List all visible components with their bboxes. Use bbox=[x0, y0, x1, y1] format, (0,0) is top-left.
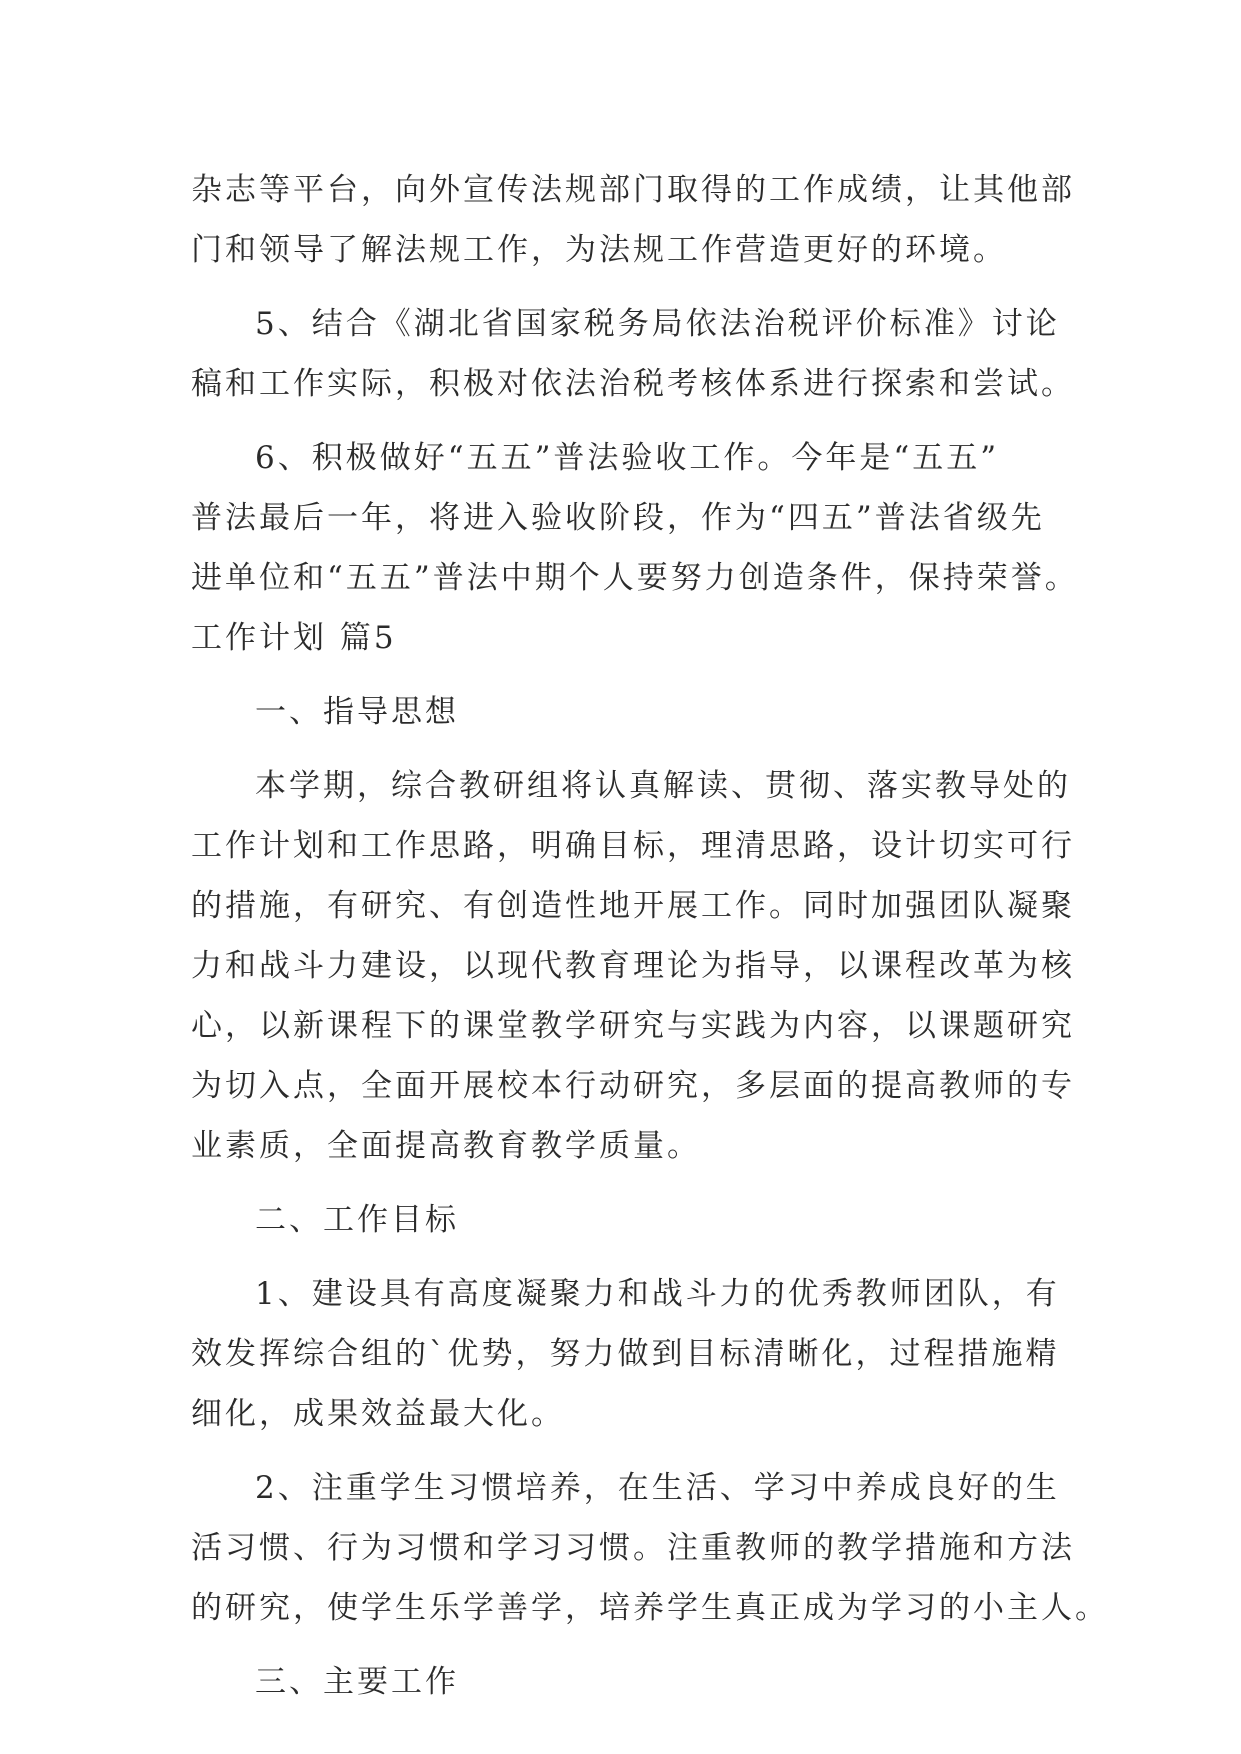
paragraph-gap bbox=[191, 280, 1061, 294]
text-line: 心，以新课程下的课堂教学研究与实践为内容，以课题研究 bbox=[191, 1008, 1075, 1044]
text-line: 业素质，全面提高教育教学质量。 bbox=[191, 1128, 701, 1164]
text-line: 6、积极做好“五五”普法验收工作。今年是“五五” bbox=[255, 440, 1000, 476]
text-line: 稿和工作实际，积极对依法治税考核体系进行探索和尝试。 bbox=[191, 366, 1075, 402]
text-line: 进单位和“五五”普法中期个人要努力创造条件，保持荣誉。 bbox=[191, 560, 1079, 596]
text-line: 1、建设具有高度凝聚力和战斗力的优秀教师团队，有 bbox=[255, 1276, 1060, 1312]
text-line: 工作计划 篇5 bbox=[191, 620, 397, 656]
text-line: 本学期，综合教研组将认真解读、贯彻、落实教导处的 bbox=[255, 768, 1071, 804]
text-line: 的措施，有研究、有创造性地开展工作。同时加强团队凝聚 bbox=[191, 888, 1075, 924]
text-line: 2、注重学生习惯培养，在生活、学习中养成良好的生 bbox=[255, 1470, 1060, 1506]
text-line: 的研究，使学生乐学善学，培养学生真正成为学习的小主人。 bbox=[191, 1590, 1109, 1626]
text-line: 工作计划和工作思路，明确目标，理清思路，设计切实可行 bbox=[191, 828, 1075, 864]
text-line: 杂志等平台，向外宣传法规部门取得的工作成绩，让其他部 bbox=[191, 172, 1075, 208]
text-line: 效发挥综合组的`优势，努力做到目标清晰化，过程措施精 bbox=[191, 1336, 1060, 1372]
text-line: 5、结合《湖北省国家税务局依法治税评价标准》讨论 bbox=[255, 306, 1060, 342]
document-body bbox=[191, 160, 1109, 1712]
text-line: 三、主要工作 bbox=[255, 1664, 459, 1700]
text-line: 细化，成果效益最大化。 bbox=[191, 1396, 565, 1432]
paragraph-gap bbox=[191, 668, 1061, 682]
paragraph-gap bbox=[191, 1250, 1061, 1264]
text-line: 为切入点，全面开展校本行动研究，多层面的提高教师的专 bbox=[191, 1068, 1075, 1104]
text-line: 活习惯、行为习惯和学习习惯。注重教师的教学措施和方法 bbox=[191, 1530, 1075, 1566]
text-line: 普法最后一年，将进入验收阶段，作为“四五”普法省级先 bbox=[191, 500, 1045, 536]
text-line: 力和战斗力建设，以现代教育理论为指导，以课程改革为核 bbox=[191, 948, 1075, 984]
paragraph-gap bbox=[191, 1176, 1061, 1190]
paragraph-gap bbox=[191, 1638, 1061, 1652]
text-line: 一、指导思想 bbox=[255, 694, 459, 730]
text-line: 门和领导了解法规工作，为法规工作营造更好的环境。 bbox=[191, 232, 1007, 268]
paragraph-gap bbox=[191, 1444, 1061, 1458]
paragraph-gap bbox=[191, 742, 1061, 756]
paragraph-gap bbox=[191, 414, 1061, 428]
text-line: 二、工作目标 bbox=[255, 1202, 459, 1238]
